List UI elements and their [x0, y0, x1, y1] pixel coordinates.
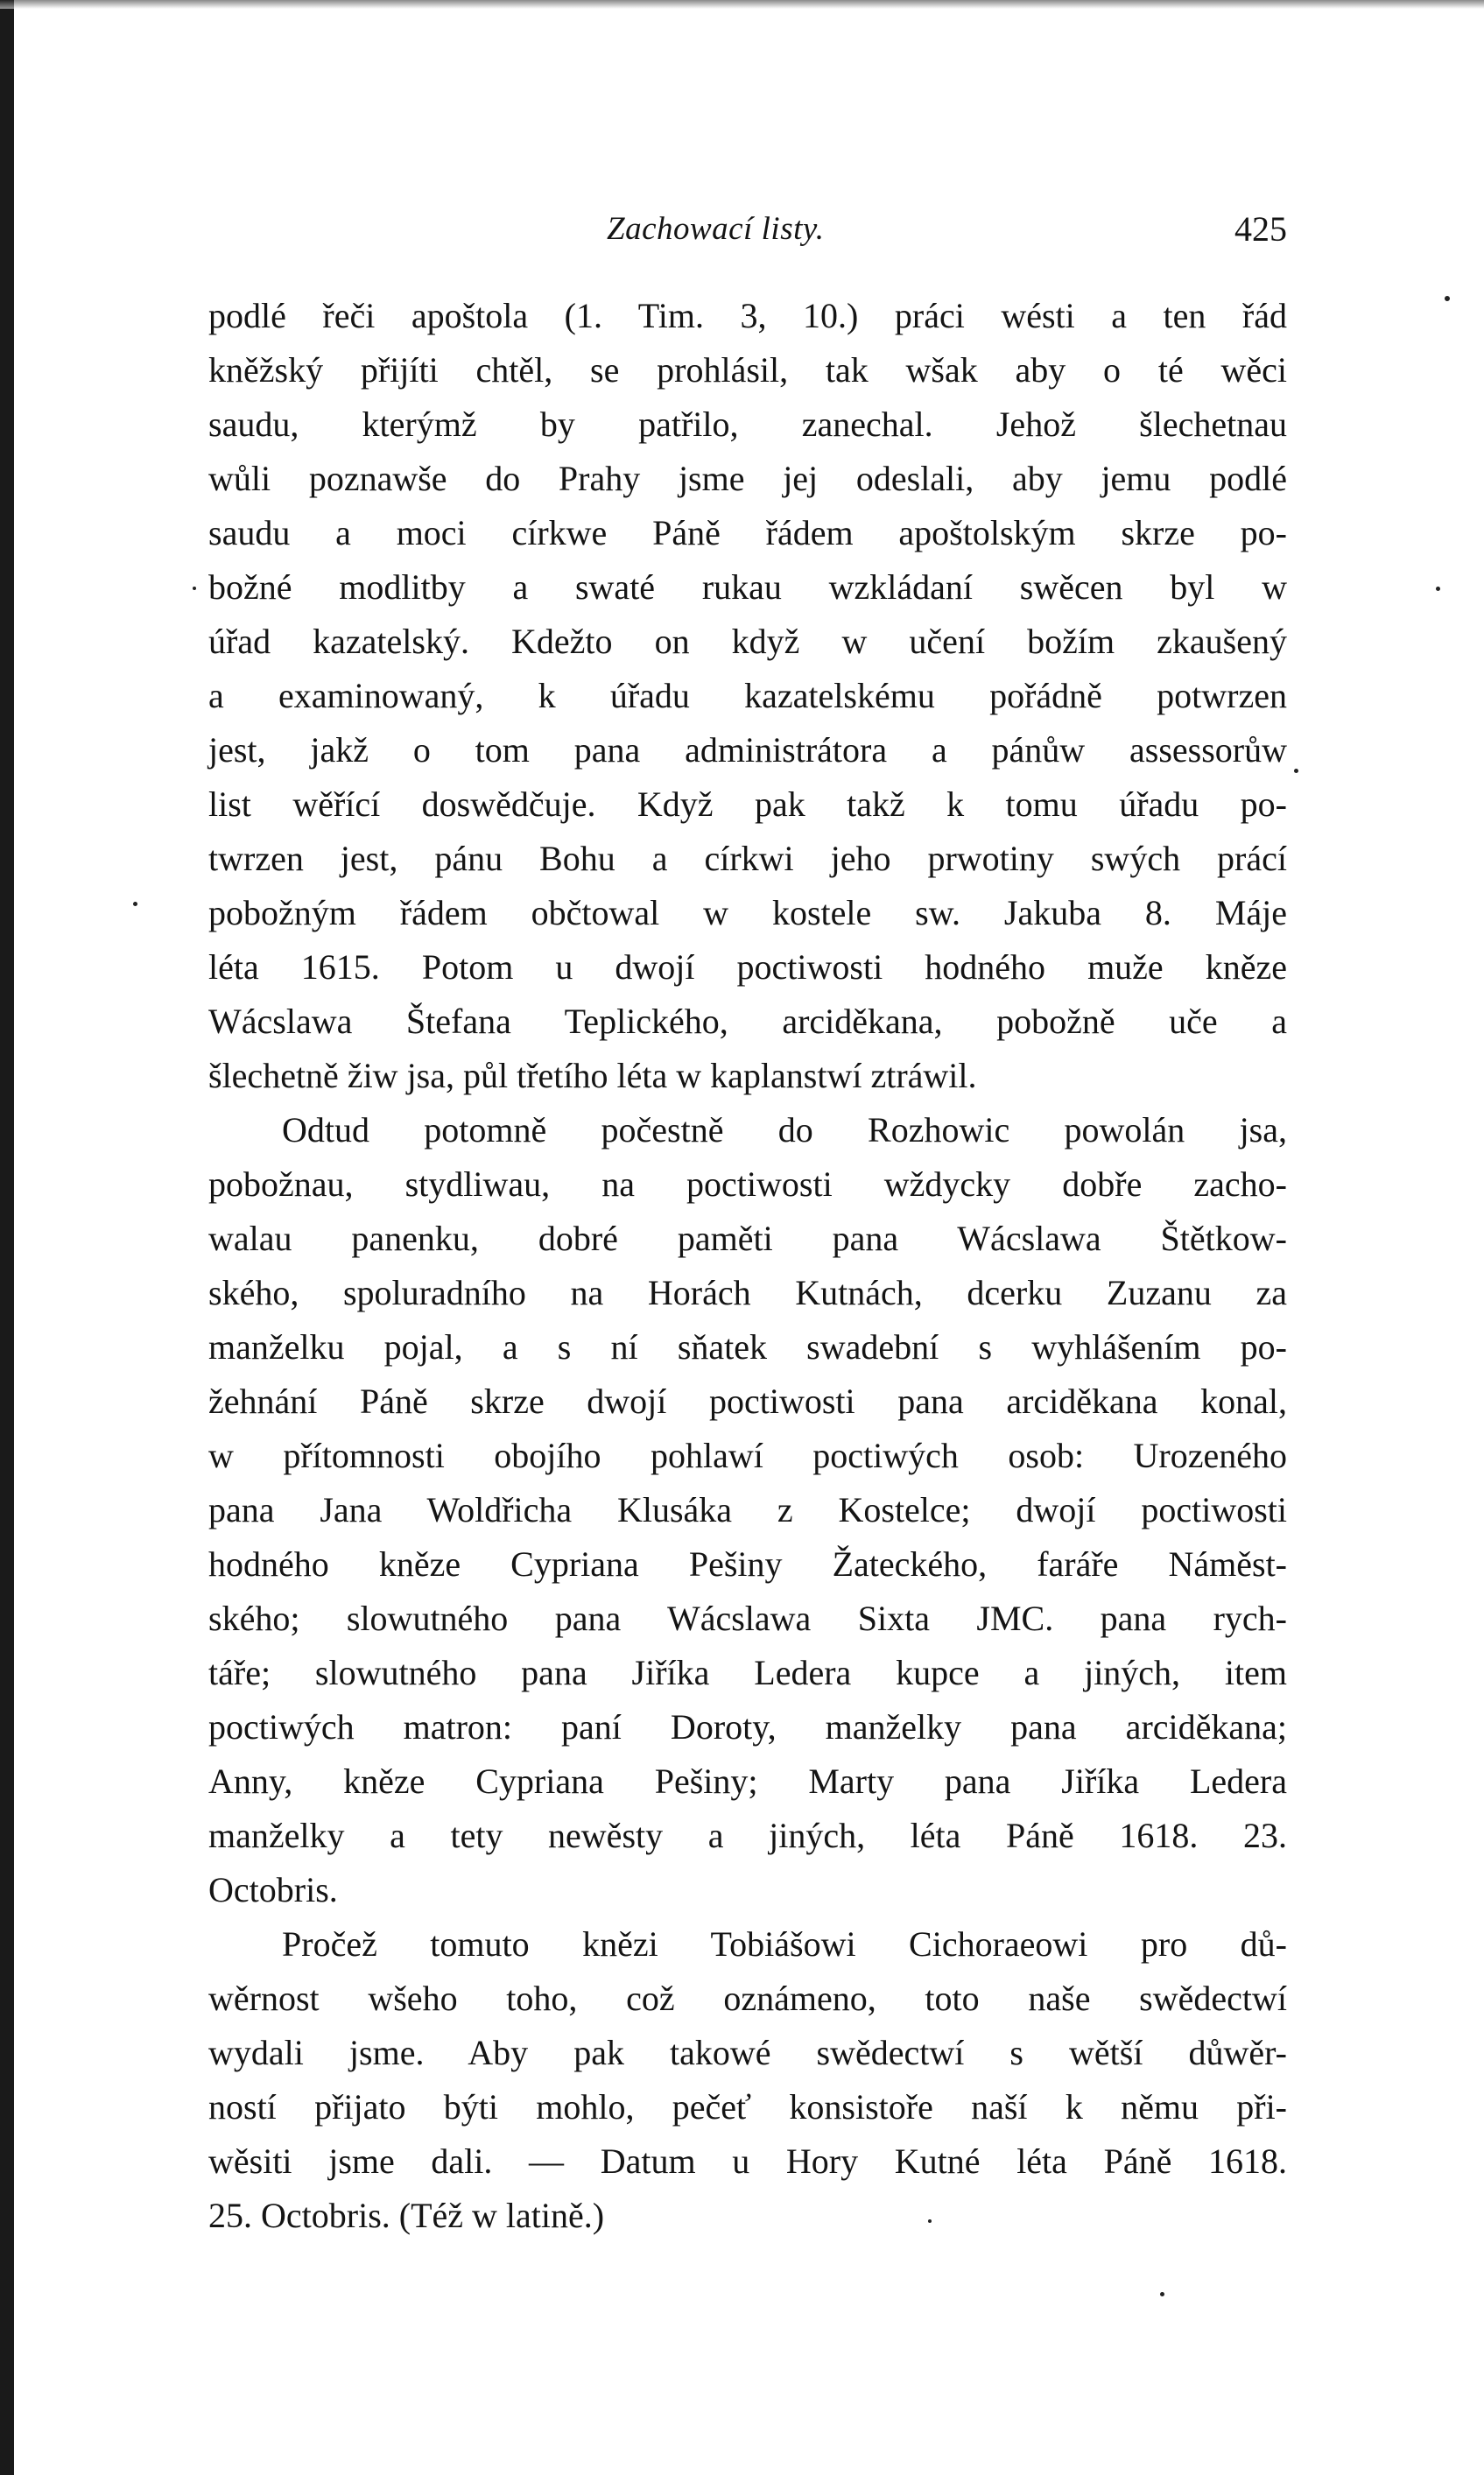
text-line: Odtud potomně počestně do Rozhowic powolán jsa,	[282, 1110, 1287, 1150]
text-line: ského, spoluradního na Horách Kutnách, dcerku Zuzanu za	[208, 1273, 1287, 1312]
text-line: šlechetně žiw jsa, půl třetího léta w kaplanstwí ztráwil.	[208, 1056, 977, 1095]
text-line: kněžský přijíti chtěl, se prohlásil, tak wšak aby o té wěci	[208, 350, 1287, 390]
scan-speck	[1445, 296, 1450, 301]
text-line: wydali jsme. Aby pak takowé swědectwí s wětší důwěr-	[208, 2033, 1287, 2072]
scan-speck	[1160, 2292, 1164, 2296]
scan-speck	[193, 587, 196, 590]
text-line: Octobris.	[208, 1870, 338, 1909]
text-line: saudu, kterýmž by patřilo, zanechal. Jehož šlechetnau	[208, 404, 1287, 444]
paragraph	[208, 1917, 1287, 2243]
text-line: Wácslawa Štefana Teplického, arciděkana, pobožně uče a	[208, 1002, 1287, 1041]
text-line: manželky a tety newěsty a jiných, léta Páně 1618. 23.	[208, 1816, 1287, 1855]
page-top-shadow	[0, 0, 1484, 9]
text-line: w přítomnosti obojího pohlawí poctiwých osob: Urozeného	[208, 1436, 1287, 1475]
text-line: 25. Octobris. (Též w latině.)	[208, 2196, 605, 2235]
text-line: walau panenku, dobré paměti pana Wácslawa Štětkow-	[208, 1219, 1287, 1258]
scan-speck	[133, 902, 137, 906]
text-line: pobožným řádem občtowal w kostele sw. Jakuba 8. Máje	[208, 893, 1287, 932]
text-line: pobožnau, stydliwau, na poctiwosti wždycky dobře zacho-	[208, 1164, 1287, 1204]
body-text	[208, 289, 1287, 2243]
text-line: manželku pojal, a s ní sňatek swadební s wyhlášením po-	[208, 1327, 1287, 1367]
scan-speck	[1294, 769, 1298, 773]
text-line: twrzen jest, pánu Bohu a církwi jeho prwotiny swých prácí	[208, 839, 1287, 878]
text-line: ského; slowutného pana Wácslawa Sixta JMC. pana rych-	[208, 1599, 1287, 1638]
text-line: poctiwých matron: paní Doroty, manželky pana arciděkana;	[208, 1707, 1287, 1747]
text-line: hodného kněze Cypriana Pešiny Žateckého, faráře Náměst-	[208, 1544, 1287, 1584]
text-line: jest, jakž o tom pana administrátora a pánůw assessorůw	[208, 730, 1287, 770]
text-line: ností přijato býti mohlo, pečeť konsistoře naší k němu při-	[208, 2087, 1287, 2127]
text-line: pana Jana Woldřicha Klusáka z Kostelce; dwojí poctiwosti	[208, 1490, 1287, 1529]
text-line: táře; slowutného pana Jiříka Ledera kupce a jiných, item	[208, 1653, 1287, 1692]
text-line: wůli poznawše do Prahy jsme jej odeslali, aby jemu podlé	[208, 459, 1287, 498]
text-line: léta 1615. Potom u dwojí poctiwosti hodného muže kněze	[208, 947, 1287, 987]
page-edge-shadow	[0, 0, 14, 2475]
page-number: 425	[1234, 209, 1287, 249]
text-line: saudu a moci církwe Páně řádem apoštolským skrze po-	[208, 513, 1287, 552]
text-line: wěsiti jsme dali. — Datum u Hory Kutné léta Páně 1618.	[208, 2141, 1287, 2181]
running-title: Zachowací listy.	[607, 211, 825, 247]
paragraph	[208, 1103, 1287, 1917]
text-line: božné modlitby a swaté rukau wzkládaní swěcen byl w	[208, 567, 1287, 607]
text-line: úřad kazatelský. Kdežto on když w učení božím zkaušený	[208, 622, 1287, 661]
text-line: Anny, kněze Cypriana Pešiny; Marty pana Jiříka Ledera	[208, 1761, 1287, 1801]
text-line: a examinowaný, k úřadu kazatelskému pořádně potwrzen	[208, 676, 1287, 715]
text-line: Pročež tomuto knězi Tobiášowi Cichoraeowi pro dů-	[282, 1924, 1287, 1964]
page-header	[208, 205, 1287, 257]
text-line: žehnání Páně skrze dwojí poctiwosti pana arciděkana konal,	[208, 1382, 1287, 1421]
text-line: podlé řeči apoštola (1. Tim. 3, 10.) práci wésti a ten řád	[208, 296, 1287, 335]
text-line: list wěřící doswědčuje. Když pak takž k tomu úřadu po-	[208, 784, 1287, 824]
text-line: wěrnost wšeho toho, což oznámeno, toto naše swědectwí	[208, 1979, 1287, 2018]
paragraph	[208, 289, 1287, 1103]
scan-speck	[1436, 587, 1440, 591]
